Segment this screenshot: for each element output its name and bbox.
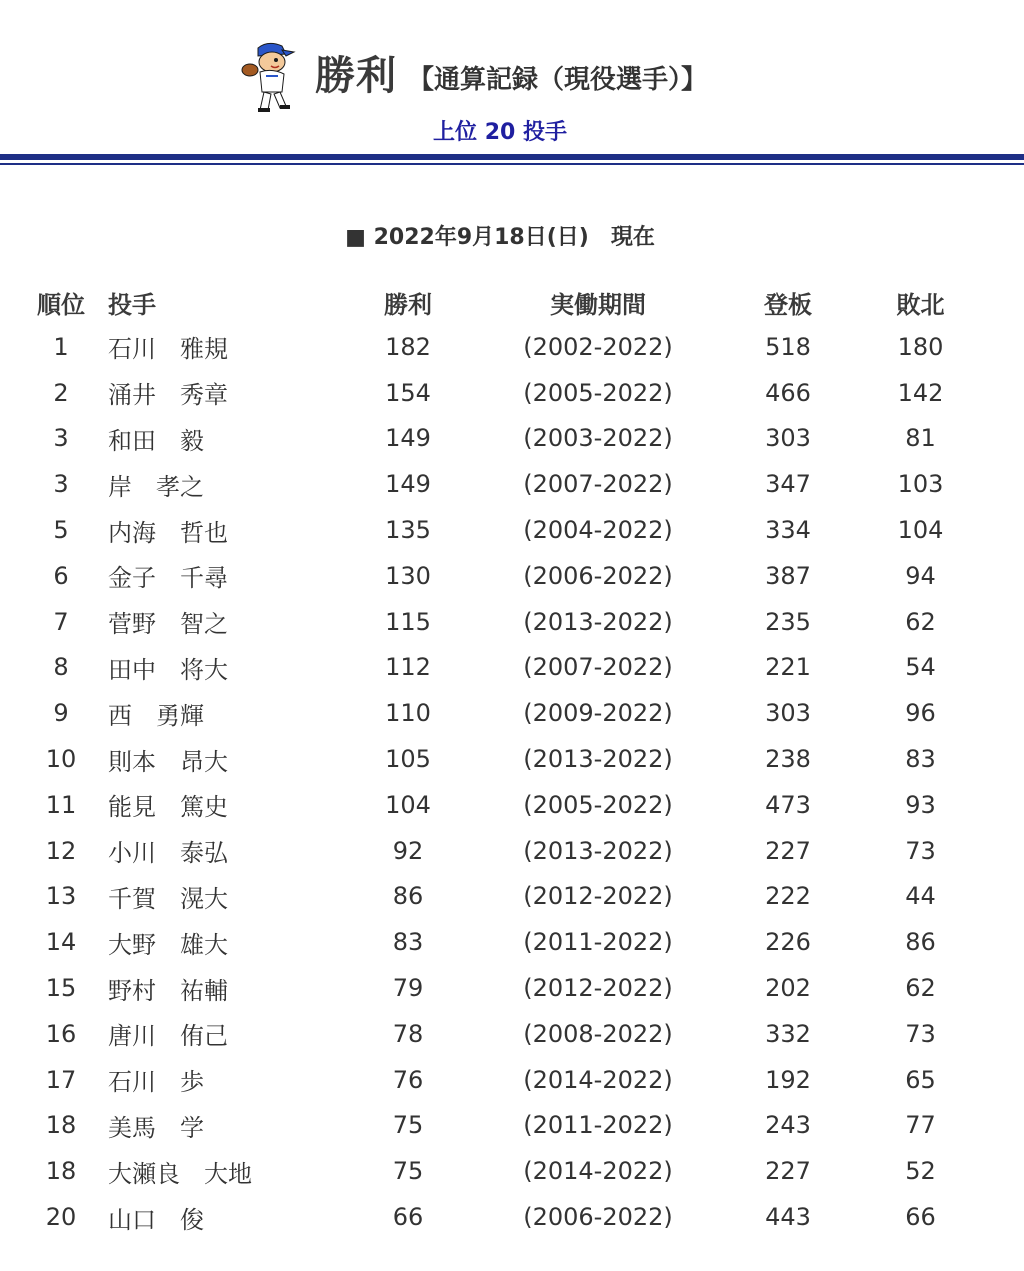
cell-rank: 16 [45, 1019, 77, 1048]
cell-wins: 78 [392, 1019, 424, 1048]
cell-losses: 77 [905, 1111, 936, 1140]
table-header-row [20, 280, 1003, 324]
column-header-games: 登板 [764, 290, 812, 319]
cell-games: 347 [765, 470, 811, 499]
cell-rank: 17 [45, 1065, 77, 1094]
cell-losses: 104 [897, 516, 944, 545]
cell-wins: 104 [385, 790, 431, 819]
cell-losses: 83 [905, 745, 936, 774]
cell-rank: 6 [53, 561, 69, 590]
cell-wins: 75 [392, 1157, 424, 1186]
cell-losses: 94 [905, 561, 936, 590]
cell-losses: 93 [905, 790, 936, 819]
cell-period: (2012-2022) [523, 882, 673, 911]
column-header-period: 実働期間 [550, 290, 646, 319]
table-row [20, 1057, 1003, 1103]
table-row [20, 1148, 1003, 1194]
cell-wins: 105 [385, 745, 431, 774]
table-row [20, 553, 1003, 599]
table-row [20, 1194, 1003, 1240]
page-title-subtitle: 【通算記録（現役選手）】 [408, 65, 708, 95]
cell-wins: 79 [392, 974, 424, 1003]
cell-losses: 86 [905, 928, 936, 957]
cell-pitcher-name: 大野 雄大 [108, 930, 228, 959]
cell-rank: 1 [53, 332, 69, 361]
cell-wins: 75 [392, 1111, 424, 1140]
table-row [20, 324, 1003, 370]
table-row [20, 874, 1003, 920]
cell-wins: 86 [392, 882, 424, 911]
cell-games: 466 [765, 378, 811, 407]
cell-period: (2003-2022) [523, 424, 673, 453]
wins-ranking-table [20, 280, 1003, 1240]
cell-wins: 76 [392, 1065, 424, 1094]
cell-rank: 3 [53, 470, 69, 499]
table-row [20, 507, 1003, 553]
cell-rank: 5 [53, 516, 69, 545]
column-header-losses: 敗北 [896, 290, 945, 319]
cell-period: (2014-2022) [523, 1065, 673, 1094]
cell-pitcher-name: 則本 昂大 [108, 747, 228, 776]
cell-losses: 96 [905, 699, 936, 728]
cell-losses: 62 [905, 974, 936, 1003]
cell-rank: 13 [45, 882, 77, 911]
cell-losses: 54 [905, 653, 936, 682]
cell-period: (2002-2022) [523, 332, 673, 361]
cell-games: 202 [765, 974, 811, 1003]
cell-pitcher-name: 小川 泰弘 [108, 839, 228, 868]
cell-wins: 135 [385, 516, 431, 545]
cell-games: 334 [765, 516, 811, 545]
cell-period: (2012-2022) [523, 974, 673, 1003]
cell-period: (2011-2022) [523, 1111, 673, 1140]
cell-rank: 14 [45, 928, 77, 957]
table-row [20, 782, 1003, 828]
cell-period: (2013-2022) [523, 836, 673, 865]
cell-wins: 92 [392, 836, 424, 865]
as-of-date: ■ 2022年9月18日(日) 現在 [345, 225, 655, 250]
cell-rank: 20 [45, 1203, 77, 1232]
cell-rank: 15 [45, 974, 77, 1003]
cell-wins: 149 [385, 470, 431, 499]
cell-period: (2006-2022) [523, 561, 673, 590]
cell-pitcher-name: 田中 将大 [108, 655, 228, 684]
cell-rank: 18 [45, 1157, 77, 1186]
table-row [20, 828, 1003, 874]
cell-pitcher-name: 岸 孝之 [108, 472, 204, 501]
cell-pitcher-name: 和田 毅 [108, 426, 204, 455]
cell-games: 243 [765, 1111, 811, 1140]
cell-period: (2005-2022) [523, 378, 673, 407]
header-divider-thin [0, 163, 1024, 165]
cell-wins: 110 [385, 699, 431, 728]
cell-period: (2006-2022) [523, 1203, 673, 1232]
cell-losses: 103 [897, 470, 944, 499]
cell-losses: 66 [905, 1203, 936, 1232]
column-header-wins: 勝利 [384, 290, 432, 319]
cell-rank: 12 [45, 836, 77, 865]
table-row [20, 416, 1003, 462]
cell-wins: 149 [385, 424, 431, 453]
cell-losses: 73 [905, 1019, 936, 1048]
table-row [20, 370, 1003, 416]
cell-rank: 10 [45, 745, 77, 774]
cell-games: 332 [765, 1019, 811, 1048]
cell-pitcher-name: 山口 俊 [108, 1205, 204, 1234]
cell-pitcher-name: 能見 篤史 [108, 793, 228, 822]
header-divider-thick [0, 154, 1024, 160]
cell-games: 238 [765, 745, 811, 774]
table-row [20, 599, 1003, 645]
cell-pitcher-name: 菅野 智之 [108, 610, 228, 639]
cell-rank: 2 [53, 378, 69, 407]
cell-period: (2004-2022) [523, 516, 673, 545]
table-row [20, 645, 1003, 691]
cell-pitcher-name: 唐川 侑己 [108, 1022, 228, 1051]
cell-pitcher-name: 涌井 秀章 [108, 381, 228, 410]
cell-period: (2009-2022) [523, 699, 673, 728]
cell-rank: 8 [53, 653, 69, 682]
page-subheading: 上位 20 投手 [433, 120, 567, 145]
cell-losses: 73 [905, 836, 936, 865]
table-row [20, 1103, 1003, 1149]
cell-period: (2014-2022) [523, 1157, 673, 1186]
cell-losses: 142 [897, 378, 944, 407]
cell-games: 303 [765, 699, 811, 728]
table-row [20, 461, 1003, 507]
cell-rank: 3 [53, 424, 69, 453]
cell-period: (2013-2022) [523, 745, 673, 774]
column-header-pitcher: 投手 [108, 290, 156, 319]
cell-period: (2008-2022) [523, 1019, 673, 1048]
cell-pitcher-name: 石川 雅規 [108, 335, 228, 364]
cell-period: (2013-2022) [523, 607, 673, 636]
cell-wins: 154 [385, 378, 431, 407]
cell-games: 227 [765, 1157, 811, 1186]
baseball-pitcher-mascot-icon [238, 40, 300, 114]
cell-rank: 7 [53, 607, 69, 636]
cell-losses: 52 [905, 1157, 936, 1186]
cell-wins: 112 [385, 653, 431, 682]
cell-wins: 182 [385, 332, 431, 361]
table-row [20, 690, 1003, 736]
cell-rank: 18 [45, 1111, 77, 1140]
table-row [20, 919, 1003, 965]
cell-wins: 66 [392, 1203, 424, 1232]
cell-wins: 83 [392, 928, 424, 957]
cell-losses: 81 [905, 424, 936, 453]
cell-games: 227 [765, 836, 811, 865]
cell-games: 221 [765, 653, 811, 682]
cell-pitcher-name: 西 勇輝 [108, 701, 204, 730]
cell-pitcher-name: 石川 歩 [108, 1068, 204, 1097]
cell-games: 473 [765, 790, 811, 819]
table-row [20, 1011, 1003, 1057]
cell-games: 192 [765, 1065, 811, 1094]
cell-losses: 62 [905, 607, 936, 636]
cell-rank: 11 [45, 790, 77, 819]
cell-pitcher-name: 金子 千尋 [108, 564, 228, 593]
page-title: 勝利 [315, 53, 397, 99]
cell-wins: 130 [385, 561, 431, 590]
cell-pitcher-name: 内海 哲也 [108, 518, 228, 547]
table-row [20, 736, 1003, 782]
column-header-rank: 順位 [37, 290, 85, 319]
cell-pitcher-name: 美馬 学 [108, 1113, 204, 1142]
cell-losses: 44 [905, 882, 936, 911]
cell-games: 518 [765, 332, 811, 361]
cell-games: 303 [765, 424, 811, 453]
cell-period: (2007-2022) [523, 470, 673, 499]
page-header [0, 0, 1024, 160]
cell-period: (2011-2022) [523, 928, 673, 957]
cell-wins: 115 [385, 607, 431, 636]
cell-pitcher-name: 大瀬良 大地 [108, 1159, 252, 1188]
table-row [20, 965, 1003, 1011]
cell-games: 222 [765, 882, 811, 911]
cell-losses: 180 [897, 332, 944, 361]
cell-period: (2007-2022) [523, 653, 673, 682]
cell-games: 235 [765, 607, 811, 636]
cell-pitcher-name: 千賀 滉大 [108, 884, 228, 913]
table-body [20, 324, 1003, 1240]
cell-losses: 65 [905, 1065, 936, 1094]
cell-rank: 9 [53, 699, 69, 728]
cell-period: (2005-2022) [523, 790, 673, 819]
cell-games: 226 [765, 928, 811, 957]
cell-games: 387 [765, 561, 811, 590]
cell-pitcher-name: 野村 祐輔 [108, 976, 228, 1005]
cell-games: 443 [765, 1203, 811, 1232]
